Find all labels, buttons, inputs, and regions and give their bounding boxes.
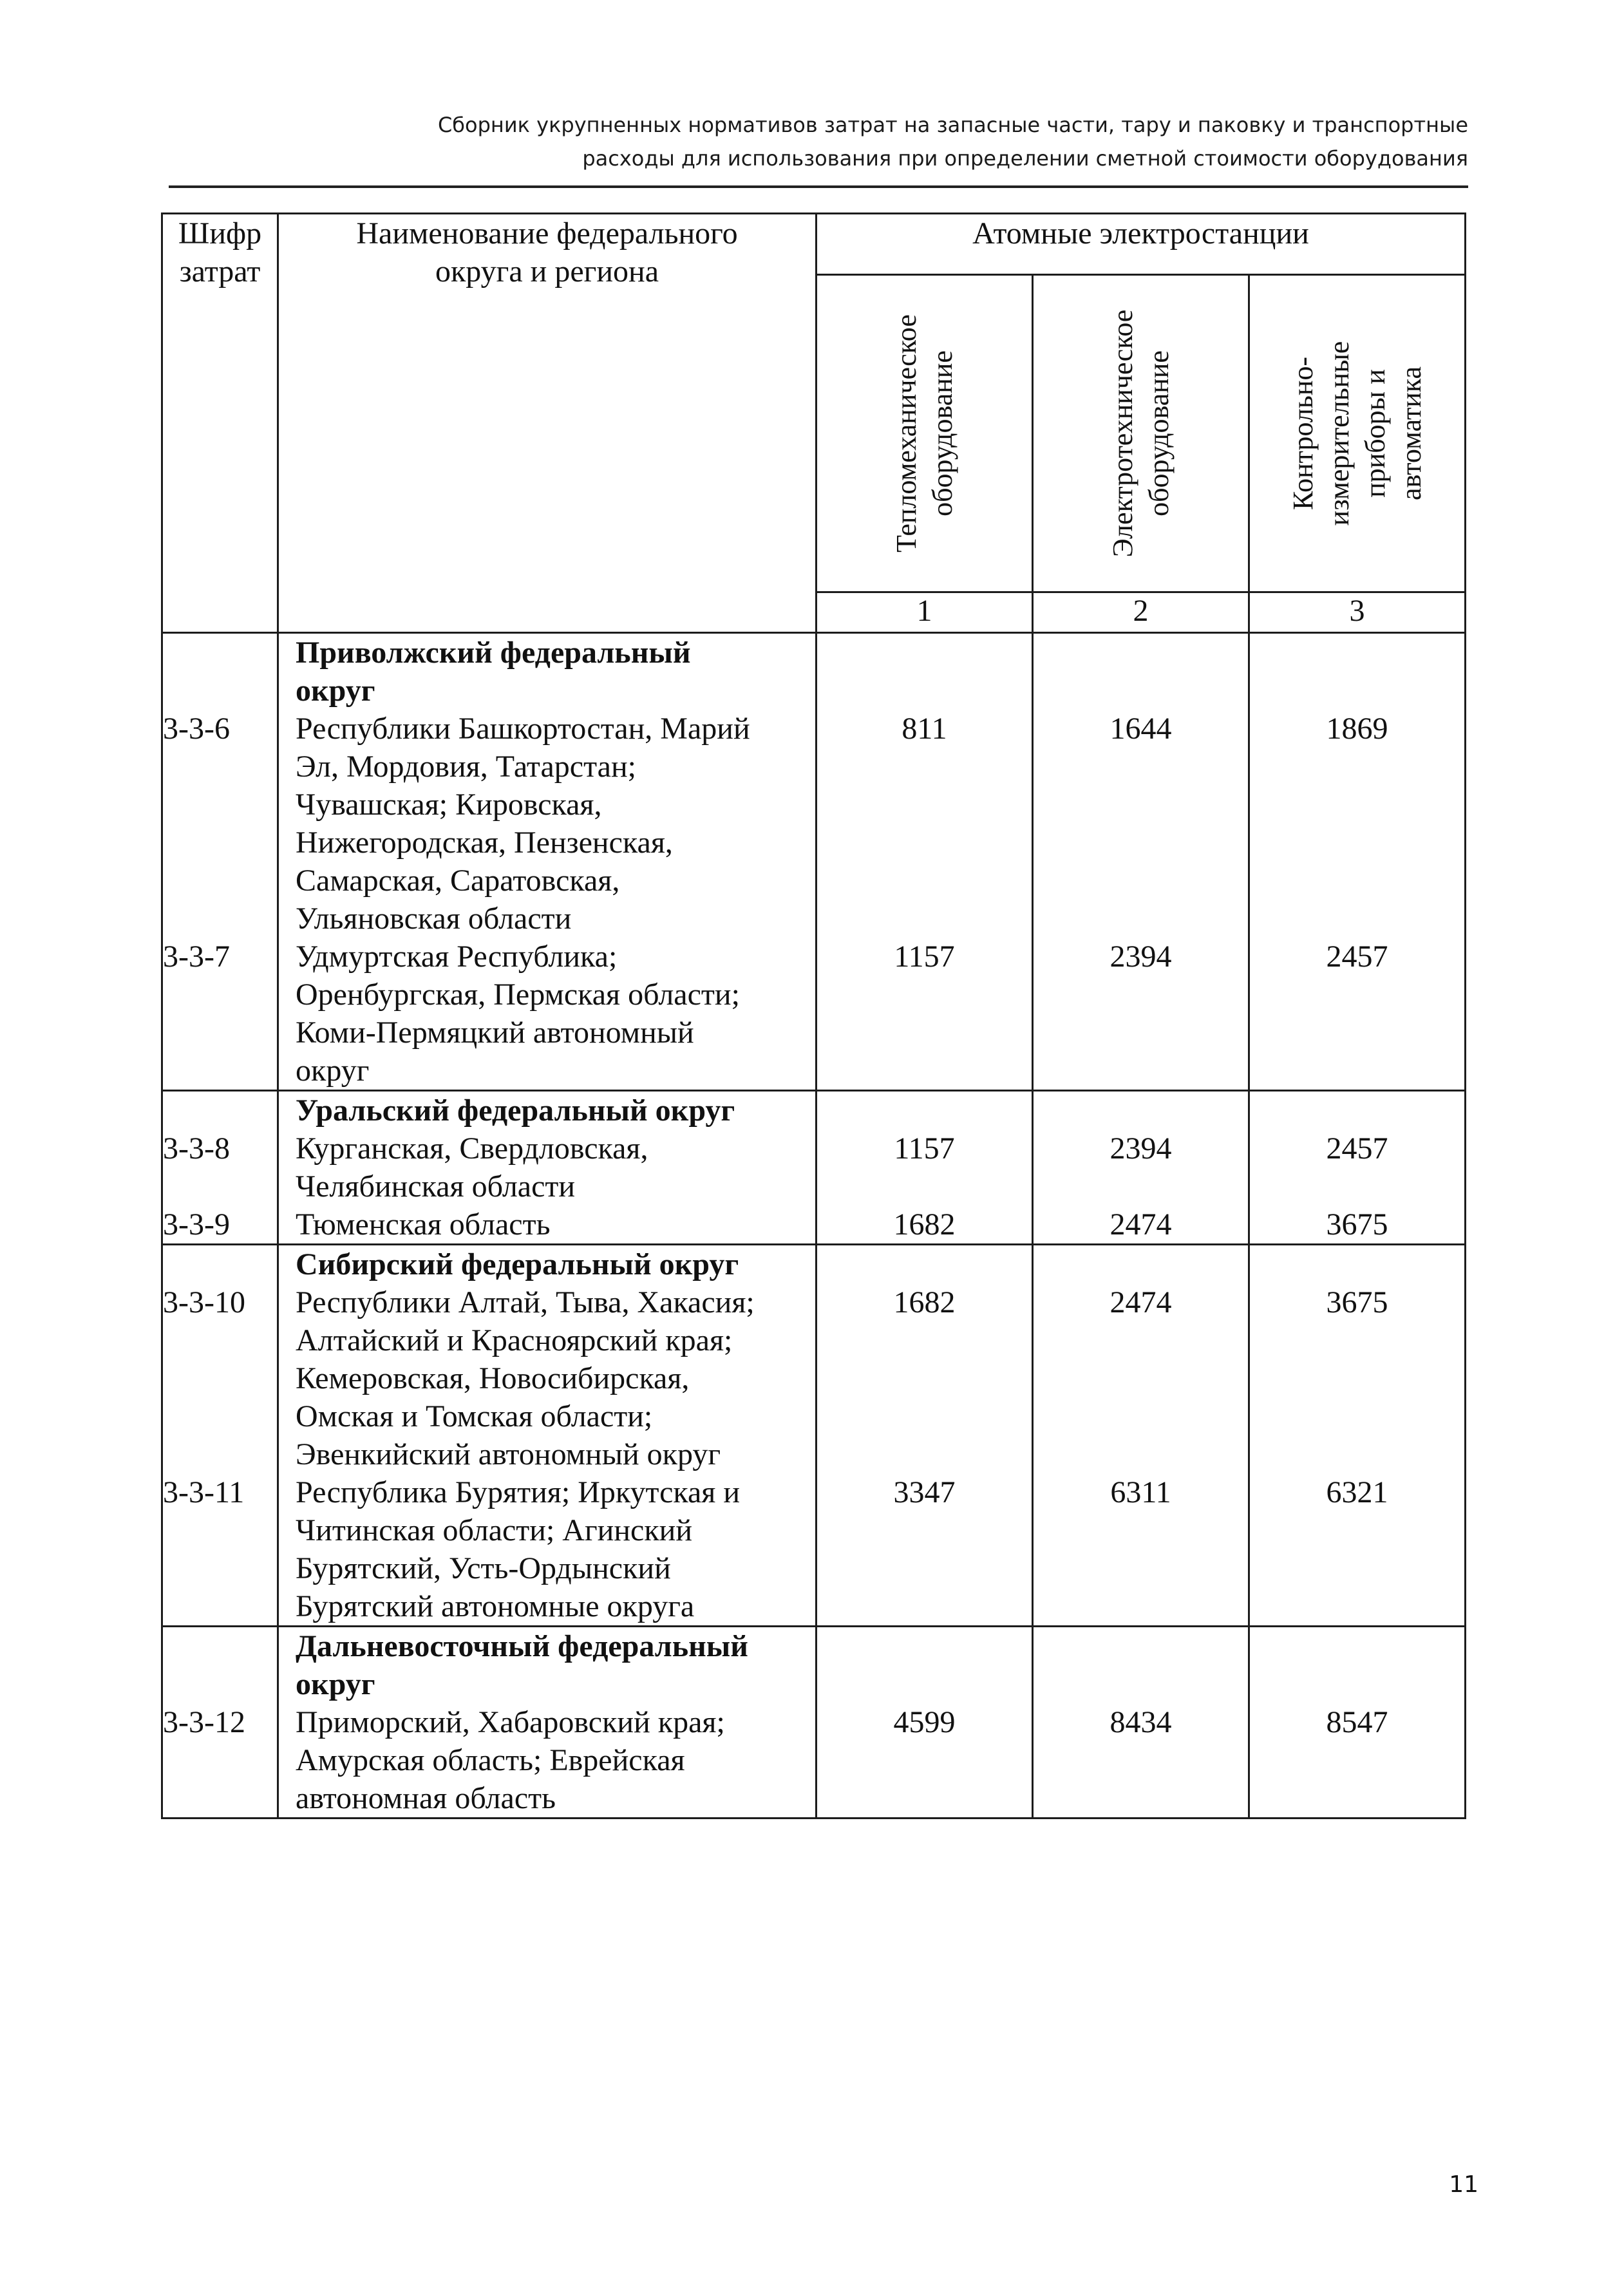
norm-value: 1682	[893, 1285, 956, 1319]
district-title: Приволжский федеральный	[296, 636, 691, 670]
norm-value: 1157	[894, 1131, 955, 1166]
norm-value: 1644	[1109, 712, 1172, 746]
norm-value: 8434	[1109, 1705, 1172, 1739]
value-cell	[1033, 1245, 1249, 1627]
norm-value: 3675	[1326, 1207, 1388, 1242]
region-text: Республики Алтай, Тыва, Хакасия;	[296, 1285, 755, 1319]
region-text: Чувашская; Кировская,	[296, 788, 602, 822]
region-text: округ	[296, 1053, 370, 1088]
norm-value: 3675	[1326, 1285, 1388, 1319]
region-text: Нижегородская, Пензенская,	[296, 826, 673, 860]
column-number: 3	[1249, 592, 1466, 633]
header-group-npp: Атомные электростанции	[817, 214, 1466, 275]
value-cell	[1249, 1245, 1466, 1627]
norm-value: 1869	[1326, 712, 1388, 746]
header-line-1: Сборник укрупненных нормативов затрат на запасные части, тару и паковку и транспортные	[437, 113, 1468, 137]
header-line-2: расходы для использования при определении сметной стоимости оборудования	[582, 146, 1468, 171]
region-text: Ульяновская области	[296, 902, 572, 936]
region-text: Омская и Томская области;	[296, 1399, 653, 1433]
header-name: Наименование федерального округа и региона	[278, 214, 817, 633]
norm-value: 2474	[1109, 1207, 1172, 1242]
norm-value: 2457	[1326, 1131, 1388, 1166]
code-cell	[162, 1091, 278, 1245]
region-text: Амурская область; Еврейская	[296, 1743, 685, 1777]
norm-value: 2394	[1109, 1131, 1172, 1166]
value-cell	[1033, 633, 1249, 1091]
header-code: Шифр затрат	[162, 214, 278, 633]
value-cell	[817, 1245, 1033, 1627]
region-cell	[278, 1245, 817, 1627]
norm-value: 1682	[893, 1207, 956, 1242]
region-text: Кемеровская, Новосибирская,	[296, 1361, 690, 1395]
norms-table	[161, 213, 1466, 1819]
region-text: Эл, Мордовия, Татарстан;	[296, 750, 636, 784]
region-text: Эвенкийский автономный округ	[296, 1437, 721, 1471]
value-cell	[1033, 1627, 1249, 1819]
value-cell	[1249, 1091, 1466, 1245]
district-title: Дальневосточный федеральный	[296, 1629, 748, 1663]
region-text: Республики Башкортостан, Марий	[296, 712, 750, 746]
region-text: Самарская, Саратовская,	[296, 864, 620, 898]
header-subcol-3: Контрольно- измерительные приборы и автоматика	[1249, 275, 1466, 592]
cost-code: 3-3-7	[163, 940, 230, 974]
section-block	[162, 1091, 1466, 1245]
page-number: 11	[1449, 2171, 1478, 2198]
column-number: 2	[1033, 592, 1249, 633]
code-cell	[162, 1245, 278, 1627]
section-block	[162, 1627, 1466, 1819]
region-cell	[278, 1091, 817, 1245]
district-title: округ	[296, 1667, 375, 1701]
cost-code: 3-3-9	[163, 1207, 230, 1242]
norm-value: 2394	[1109, 940, 1172, 974]
region-text: Оренбургская, Пермская области;	[296, 978, 740, 1012]
region-text: Тюменская область	[296, 1207, 551, 1242]
cost-code: 3-3-8	[163, 1131, 230, 1166]
norm-value: 811	[902, 712, 947, 746]
norm-value: 1157	[894, 940, 955, 974]
region-text: Бурятский автономные округа	[296, 1589, 695, 1623]
value-cell	[1033, 1091, 1249, 1245]
header-subcol-1: Тепломеханическое оборудование	[817, 275, 1033, 592]
table-body	[162, 633, 1466, 1819]
district-title: Сибирский федеральный округ	[296, 1247, 739, 1281]
cost-code: 3-3-6	[163, 712, 230, 746]
region-cell	[278, 1627, 817, 1819]
region-text: Коми-Пермяцкий автономный	[296, 1016, 694, 1050]
norm-value: 2457	[1326, 940, 1388, 974]
value-cell	[817, 1627, 1033, 1819]
district-title: округ	[296, 674, 375, 708]
region-text: Бурятский, Усть-Ордынский	[296, 1551, 671, 1585]
section-block	[162, 1245, 1466, 1627]
norm-value: 3347	[893, 1475, 956, 1509]
cost-code: 3-3-12	[163, 1705, 245, 1739]
value-cell	[817, 633, 1033, 1091]
region-text: Читинская области; Агинский	[296, 1513, 693, 1547]
norm-value: 6321	[1326, 1475, 1388, 1509]
norm-value: 8547	[1326, 1705, 1388, 1739]
region-text: Курганская, Свердловская,	[296, 1131, 648, 1166]
section-block	[162, 633, 1466, 1091]
district-title: Уральский федеральный округ	[296, 1093, 735, 1128]
norm-value: 2474	[1109, 1285, 1172, 1319]
cost-code: 3-3-11	[163, 1475, 245, 1509]
region-text: Республика Бурятия; Иркутская и	[296, 1475, 741, 1509]
header-divider	[169, 185, 1468, 188]
cost-code: 3-3-10	[163, 1285, 245, 1319]
code-cell	[162, 1627, 278, 1819]
region-cell	[278, 633, 817, 1091]
header-subcol-2: Электротехническое оборудование	[1033, 275, 1249, 592]
norm-value: 6311	[1110, 1475, 1171, 1509]
region-text: Удмуртская Республика;	[296, 940, 618, 974]
code-cell	[162, 633, 278, 1091]
value-cell	[817, 1091, 1033, 1245]
region-text: Приморский, Хабаровский края;	[296, 1705, 725, 1739]
column-number: 1	[817, 592, 1033, 633]
value-cell	[1249, 633, 1466, 1091]
value-cell	[1249, 1627, 1466, 1819]
norm-value: 4599	[893, 1705, 956, 1739]
region-text: автономная область	[296, 1781, 556, 1815]
region-text: Челябинская области	[296, 1169, 576, 1204]
page-header	[386, 108, 1468, 175]
region-text: Алтайский и Красноярский края;	[296, 1323, 733, 1357]
